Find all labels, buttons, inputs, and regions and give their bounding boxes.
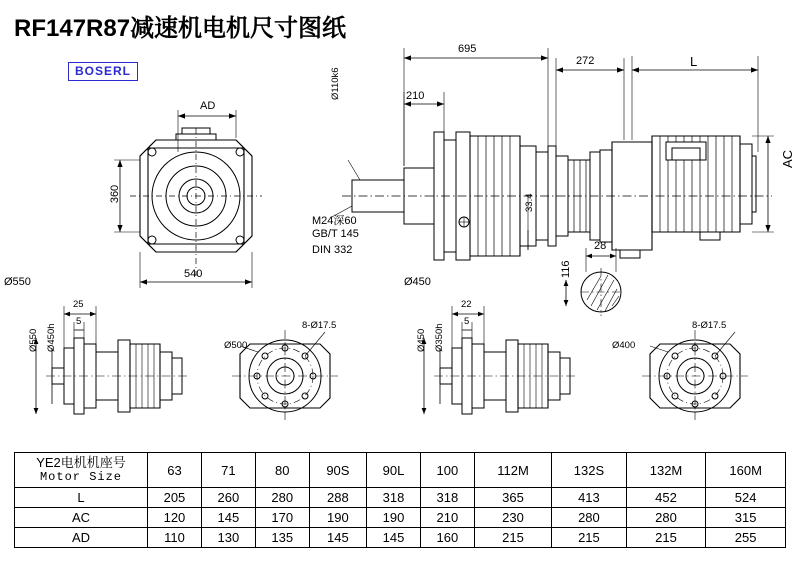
- dim-v-550: Ø550: [28, 328, 39, 352]
- dim-ac-right: AC: [780, 149, 795, 168]
- dim-ad-top: AD: [200, 100, 216, 112]
- dim-diam-110k6: Ø110k6: [330, 67, 341, 100]
- table-col-head: 160M: [706, 453, 786, 488]
- table-header-motor-size: YE2电机机座号 Motor Size: [15, 453, 148, 488]
- table-cell: 130: [201, 528, 255, 548]
- table-cell: 318: [420, 488, 474, 508]
- table-cell: 280: [552, 508, 627, 528]
- table-cell: 215: [552, 528, 627, 548]
- table-col-head: 90S: [309, 453, 366, 488]
- table-cell: 160: [420, 528, 474, 548]
- table-cell: 190: [309, 508, 366, 528]
- dim-695: 695: [458, 43, 477, 55]
- table-col-head: 112M: [474, 453, 551, 488]
- table-row-label-l: L: [15, 488, 148, 508]
- table-cell: 215: [626, 528, 706, 548]
- dim-diam-500: Ø500: [224, 340, 248, 351]
- table-row: [15, 508, 786, 528]
- dim-28: 28: [594, 240, 607, 252]
- dim-116: 116: [560, 260, 572, 278]
- table-cell: 135: [255, 528, 309, 548]
- table-col-head: 71: [201, 453, 255, 488]
- table-cell: 524: [706, 488, 786, 508]
- dim-5-left: 5: [76, 316, 82, 327]
- table-col-head: 100: [420, 453, 474, 488]
- table-cell: 205: [148, 488, 202, 508]
- table-cell: 215: [474, 528, 551, 548]
- table-row: [15, 528, 786, 548]
- table-col-head: 132M: [626, 453, 706, 488]
- table-cell: 120: [148, 508, 202, 528]
- table-row-label-ad: AD: [15, 528, 148, 548]
- dim-360: 360: [109, 184, 122, 204]
- table-cell: 145: [201, 508, 255, 528]
- table-cell: 145: [367, 528, 421, 548]
- dim-holes-left: 8-Ø17.5: [302, 320, 337, 331]
- table-cell: 145: [309, 528, 366, 548]
- dim-v-450h: Ø450h: [46, 323, 57, 352]
- table-cell: 315: [706, 508, 786, 528]
- dim-33-4: 33.4: [524, 193, 535, 212]
- table-cell: 288: [309, 488, 366, 508]
- dim-diam-450: Ø450: [404, 276, 431, 288]
- table-col-head: 90L: [367, 453, 421, 488]
- table-cell: 365: [474, 488, 551, 508]
- table-cell: 170: [255, 508, 309, 528]
- table-cell: 452: [626, 488, 706, 508]
- table-cell: 318: [367, 488, 421, 508]
- dim-diam-400: Ø400: [612, 340, 636, 351]
- dim-diam-550: Ø550: [4, 276, 31, 288]
- table-cell: 280: [255, 488, 309, 508]
- table-cell: 280: [626, 508, 706, 528]
- table-col-head: 80: [255, 453, 309, 488]
- dim-v-350h: Ø350h: [434, 323, 445, 352]
- brand-logo: BOSERL: [68, 62, 138, 81]
- dim-l-top: L: [690, 54, 698, 69]
- dim-540: 540: [184, 268, 203, 280]
- page-title: RF147R87减速机电机尺寸图纸: [14, 15, 347, 42]
- dim-5-right: 5: [464, 316, 470, 327]
- table-cell: 255: [706, 528, 786, 548]
- table-col-head: 132S: [552, 453, 627, 488]
- dim-holes-right: 8-Ø17.5: [692, 320, 727, 331]
- table-cell: 110: [148, 528, 202, 548]
- table-row: [15, 488, 786, 508]
- table-cell: 260: [201, 488, 255, 508]
- dim-272: 272: [576, 55, 595, 67]
- note-thread-m24: M24深60: [312, 215, 357, 227]
- table-cell: 190: [367, 508, 421, 528]
- dim-v-450: Ø450: [416, 328, 427, 352]
- note-gbt145: GB/T 145: [312, 228, 359, 240]
- dim-25: 25: [73, 299, 84, 310]
- dim-210: 210: [406, 90, 425, 102]
- dim-22: 22: [461, 299, 472, 310]
- table-cell: 210: [420, 508, 474, 528]
- note-din332: DIN 332: [312, 244, 353, 256]
- table-row: [15, 453, 786, 488]
- table-col-head: 63: [148, 453, 202, 488]
- table-cell: 230: [474, 508, 551, 528]
- table-row-label-ac: AC: [15, 508, 148, 528]
- motor-size-table: [14, 452, 786, 548]
- table-cell: 413: [552, 488, 627, 508]
